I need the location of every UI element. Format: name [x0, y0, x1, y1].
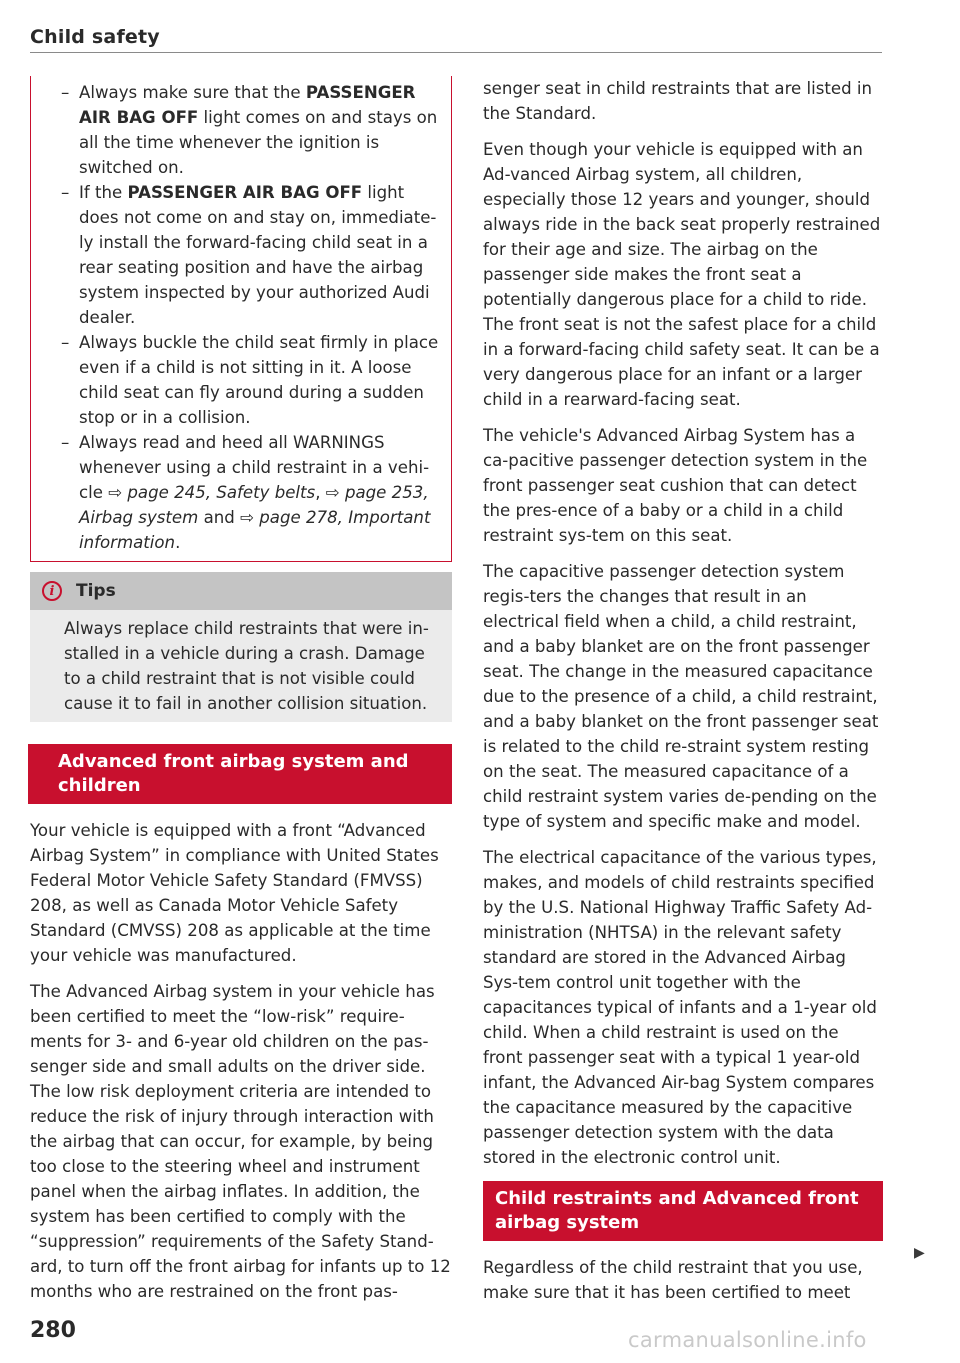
- info-icon: i: [42, 581, 62, 601]
- body-paragraph: senger seat in child restraints that are listed in the Standard.: [483, 79, 873, 123]
- chapter-title: Child safety: [30, 26, 160, 48]
- warning-text: Always buckle the child seat firmly in place even if a child is not sitting in it. A loose child seat can fly around during a sudden stop or in a collision.: [79, 333, 439, 427]
- dash: –: [61, 433, 70, 452]
- warning-text: light does not come on and stay on, immediate-ly install the forward-facing child seat in a rear seating position and have the airbag system inspected by your authorized Audi dealer.: [79, 183, 437, 327]
- body-paragraph: Even though your vehicle is equipped with an Ad-vanced Airbag system, all children, especially those 12 years and younger, should always ride in the back seat properly restrained for their age and size. The airbag on the passenger side makes the front seat a potentially dangerous place for a child to ride. The front seat is not the safest place for a child in a forward-facing child safety seat. It can be a very dangerous place for an infant or a larger child in a rearward-facing seat.: [483, 140, 881, 409]
- page-reference-link[interactable]: ⇨ page 278, Important information: [79, 508, 431, 552]
- body-paragraph: Regardless of the child restraint that you use, make sure that it has been certified to meet: [483, 1258, 863, 1302]
- warning-text: Always make sure that the: [79, 83, 306, 102]
- section-heading: Child restraints and Advanced front airbag system: [483, 1181, 883, 1241]
- page-reference-link[interactable]: ⇨ page 253, Airbag system: [79, 483, 429, 527]
- warning-box: [30, 76, 452, 562]
- body-paragraph: The Advanced Airbag system in your vehicle has been certified to meet the “low-risk” require-ments for 3- and 6-year old children on the pas-senger side and small adults on the driver side. The low risk deployment criteria are intended to reduce the risk of injury through interaction with the airbag that can occur, for example, by being too close to the steering wheel and instrument panel when the airbag inflates. In addition, the system has been certified to comply with the “suppression” requirements of the Safety Stand-ard, to turn off the front airbag for infants up to 12 months who are restrained on the front pas-: [30, 982, 451, 1301]
- tips-box: [30, 572, 452, 722]
- page-number: 280: [30, 1318, 76, 1343]
- section-heading: Advanced front airbag system and children: [28, 744, 452, 804]
- separator: ,: [315, 483, 326, 502]
- tips-text: Always replace child restraints that were in-stalled in a vehicle during a crash. Damage to a child restraint that is not visible could cause it to fail in another collision situation.: [64, 619, 429, 713]
- body-paragraph: The capacitive passenger detection system regis-ters the changes that result in an electrical field when a child, a child restraint, and a baby blanket are on the front passenger seat. The change in the measured capacitance due to the presence of a child, a child restraint, and a baby blanket on the front passenger seat is related to the child re-straint system resting on the seat. The measured capacitance of a child restraint system varies de-pending on the type of system and specific make and model.: [483, 562, 879, 831]
- dash: –: [61, 333, 70, 352]
- warning-text: Always read and heed all WARNINGS whenever using a child restraint in a vehi-cle: [79, 433, 430, 502]
- separator: .: [175, 533, 181, 552]
- tips-label: Tips: [76, 580, 116, 601]
- dash: –: [61, 183, 70, 202]
- body-paragraph: The electrical capacitance of the various types, makes, and models of child restraints specified by the U.S. National Highway Traffic Safety Ad-ministration (NHTSA) in the relevant safety standard are stored in the Advanced Airbag Sys-tem control unit together with the capacitances typical of infants and a 1-year old child. When a child restraint is used on the front passenger seat with a typical 1 year-old infant, the Advanced Air-bag System compares the capacitance measured by the capacitive passenger detection system with the data stored in the electronic control unit.: [483, 848, 877, 1167]
- separator: and: [198, 508, 241, 527]
- warning-item: [61, 180, 439, 330]
- body-paragraph: The vehicle's Advanced Airbag System has a ca-pacitive passenger detection system in the front passenger seat cushion that can detect the pres-ence of a baby or a child in a child restraint sys-tem on this seat.: [483, 426, 868, 545]
- tips-header: [30, 572, 452, 610]
- page-reference-link[interactable]: ⇨ page 245, Safety belts: [108, 483, 316, 502]
- indicator-name: PASSENGER AIR BAG OFF: [79, 83, 416, 127]
- warning-item: [61, 430, 439, 555]
- warning-text: light comes on and stays on all the time whenever the ignition is switched on.: [79, 108, 438, 177]
- continue-arrow-icon: ▶: [914, 1245, 925, 1261]
- warning-item: [61, 80, 439, 180]
- page-header: [30, 24, 882, 53]
- warning-text: If the: [79, 183, 128, 202]
- right-column: [483, 76, 883, 1316]
- left-column: [30, 76, 452, 1315]
- watermark: carmanualsonline.info: [628, 1328, 867, 1352]
- indicator-name: PASSENGER AIR BAG OFF: [127, 183, 363, 202]
- dash: –: [61, 83, 70, 102]
- body-paragraph: Your vehicle is equipped with a front “Advanced Airbag System” in compliance with United States Federal Motor Vehicle Safety Standard (FMVSS) 208, as well as Canada Motor Vehicle Safety Standard (CMVSS) 208 as applicable at the time your vehicle was manufactured.: [30, 821, 439, 965]
- warning-item: [61, 330, 439, 430]
